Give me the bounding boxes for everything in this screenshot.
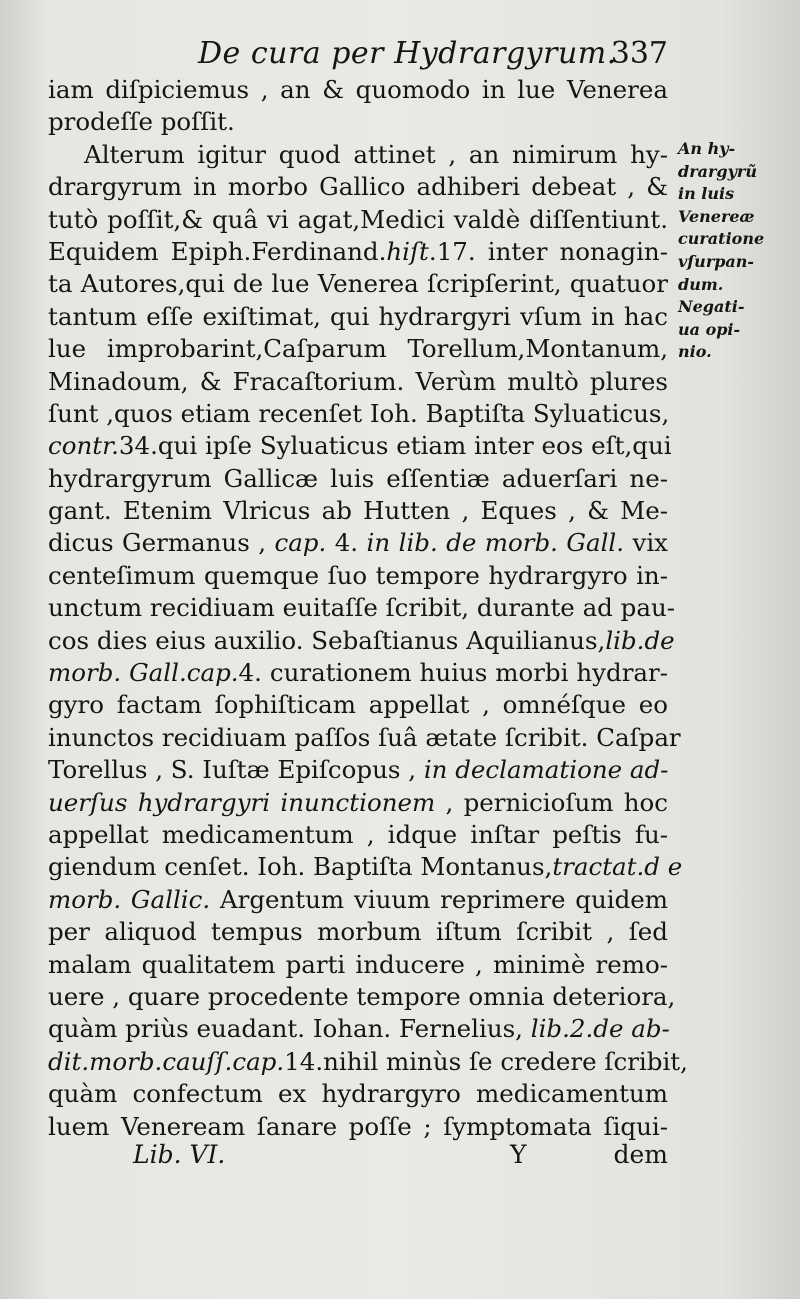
text-line: [48, 204, 668, 236]
italic-segment: morb. Gallic.: [48, 884, 211, 914]
sheet-sign: Y: [510, 1140, 527, 1169]
text-line: [48, 463, 668, 495]
text-line: [48, 366, 668, 398]
italic-segment: cap.: [274, 528, 327, 558]
text-line: [48, 1078, 668, 1110]
text-segment: Minadoum, & Fracaſtorium. Verùm multò plures: [48, 366, 668, 396]
text-segment: luem Veneream ſanare poſſe ; ſymptomata ſiqui-: [48, 1111, 668, 1141]
text-segment: drargyrum in morbo Gallico adhiberi debeat , &: [48, 172, 668, 202]
margin-note-line: Negati-: [678, 297, 745, 317]
text-line: [48, 722, 681, 754]
margin-note-line: An hy-: [678, 139, 736, 158]
text-segment: Argentum viuum reprimere quidem: [210, 884, 669, 914]
text-segment: .17. inter nonagin-: [428, 236, 668, 266]
text-line: [48, 949, 668, 981]
body-text: [48, 74, 688, 1143]
text-segment: inunctos recidiuam paſſos ſuâ ætate ſcribit. Caſpar: [48, 722, 681, 752]
text-line: [48, 754, 668, 786]
text-segment: 4. curationem huius morbi hydrar-: [238, 658, 669, 688]
text-line: [48, 139, 668, 171]
text-line: [48, 625, 675, 657]
text-line: [48, 657, 668, 689]
text-segment: ta Autores,qui de lue Venerea ſcripſerint, quatuor: [48, 269, 668, 299]
text-segment: quàm confectum ex hydrargyro medicamentum: [48, 1079, 668, 1109]
text-segment: Alterum igitur quod attinet , an nimirum hy-: [84, 139, 668, 169]
page-header: [48, 36, 668, 76]
text-line: [48, 592, 675, 624]
text-segment: uere , quare procedente tempore omnia deteriora,: [48, 981, 676, 1011]
text-line: [48, 527, 668, 559]
text-segment: giendum cenſet. Ioh. Baptiſta Montanus,: [48, 852, 553, 882]
italic-segment: lib.de: [605, 625, 675, 655]
italic-segment: in declamatione ad-: [423, 755, 669, 785]
text-line: [48, 1046, 688, 1078]
italic-segment: uerſus hydrargyri inunctionem: [48, 787, 436, 817]
text-segment: Equidem Epiph.Ferdinand.: [48, 236, 387, 266]
margin-note-line: in luis: [678, 184, 735, 204]
text-line: [48, 689, 668, 721]
text-segment: quàm priùs euadant. Iohan. Fernelius,: [48, 1014, 531, 1044]
text-segment: cos dies eius auxilio. Sebaſtianus Aquilianus,: [48, 625, 606, 655]
text-segment: malam qualitatem parti inducere , minimè remo-: [48, 949, 668, 979]
text-line: [48, 106, 668, 138]
text-segment: per aliquod tempus morbum iſtum ſcribit , ſed: [48, 917, 668, 947]
page-footer: [48, 1140, 668, 1176]
italic-segment: morb. Gall.cap.: [48, 658, 239, 688]
text-segment: ſunt ,quos etiam recenſet Ioh. Baptiſta Syluaticus,: [48, 398, 670, 428]
text-line: [48, 268, 668, 300]
text-segment: Torellus , S. Iuſtæ Epiſcopus ,: [48, 755, 424, 785]
text-segment: 34.qui ipſe Syluaticus etiam inter eos eſt,qui: [118, 431, 672, 461]
margin-note-line: nio.: [678, 342, 712, 362]
margin-note-line: Venereæ: [678, 206, 755, 226]
text-line: [48, 560, 668, 592]
text-line: [48, 430, 672, 462]
text-segment: , pernicioſum hoc: [435, 787, 668, 817]
text-segment: 4.: [326, 528, 367, 558]
text-line: [48, 301, 668, 333]
text-line: [48, 819, 668, 851]
italic-segment: lib.2.de ab-: [530, 1014, 670, 1044]
text-segment: gyro factam ſophiſticam appellat , omnéſque eo: [48, 690, 668, 720]
text-line: [48, 981, 676, 1013]
signature-mark: Lib. VI.: [133, 1140, 226, 1169]
italic-segment: in lib. de morb. Gall.: [366, 528, 625, 558]
text-segment: vix: [624, 528, 668, 558]
text-line: [48, 495, 668, 527]
text-line: [48, 884, 668, 916]
page-number: 337: [610, 36, 668, 71]
text-segment: tutò poſſit,& quâ vi agat,Medici valdè diſſentiunt.: [48, 204, 668, 234]
text-segment: prodeſſe poſſit.: [48, 107, 235, 137]
text-segment: lue improbarint,Caſparum Torellum,Montanum,: [48, 334, 668, 364]
text-line: [48, 236, 668, 268]
text-line: [48, 171, 668, 203]
margin-note-line: curatione: [678, 229, 765, 249]
text-segment: appellat medicamentum , idque inſtar peſtis fu-: [48, 819, 668, 849]
text-segment: iam diſpiciemus , an & quomodo in lue Venerea: [48, 75, 668, 104]
text-segment: hydrargyrum Gallicæ luis eſſentiæ aduerſari ne-: [48, 463, 668, 493]
text-line: [48, 398, 668, 430]
italic-segment: contr.: [48, 431, 119, 461]
text-segment: unctum recidiuam euitaſſe ſcribit, durante ad pau-: [48, 593, 675, 623]
text-line: [48, 1111, 668, 1143]
catchword: dem: [613, 1140, 668, 1169]
italic-segment: hiſt: [386, 236, 429, 266]
italic-segment: dit.morb.cauſſ.cap.: [48, 1046, 285, 1076]
text-segment: gant. Etenim Vlricus ab Hutten , Eques , & Me-: [48, 496, 668, 526]
italic-segment: tractat.d e: [552, 852, 683, 882]
text-line: [48, 333, 668, 365]
text-line: [48, 74, 668, 106]
margin-note-line: drargyrũ: [678, 161, 757, 181]
margin-note-line: ua opi-: [678, 319, 741, 339]
margin-note-line: vſurpan-: [678, 251, 755, 271]
text-segment: 14.nihil minùs ſe credere ſcribit,: [284, 1046, 688, 1076]
margin-note: [678, 138, 793, 364]
text-segment: dicus Germanus ,: [48, 528, 275, 558]
text-segment: centeſimum quemque ſuo tempore hydrargyro in-: [48, 560, 668, 590]
text-line: [48, 1013, 668, 1045]
text-segment: tantum eſſe exiſtimat, qui hydrargyri vſum in hac: [48, 301, 668, 331]
running-title: De cura per Hydrargyrum.: [198, 36, 617, 71]
text-line: [48, 851, 683, 883]
margin-note-line: dum.: [678, 274, 724, 294]
text-line: [48, 916, 668, 948]
text-line: [48, 787, 668, 819]
